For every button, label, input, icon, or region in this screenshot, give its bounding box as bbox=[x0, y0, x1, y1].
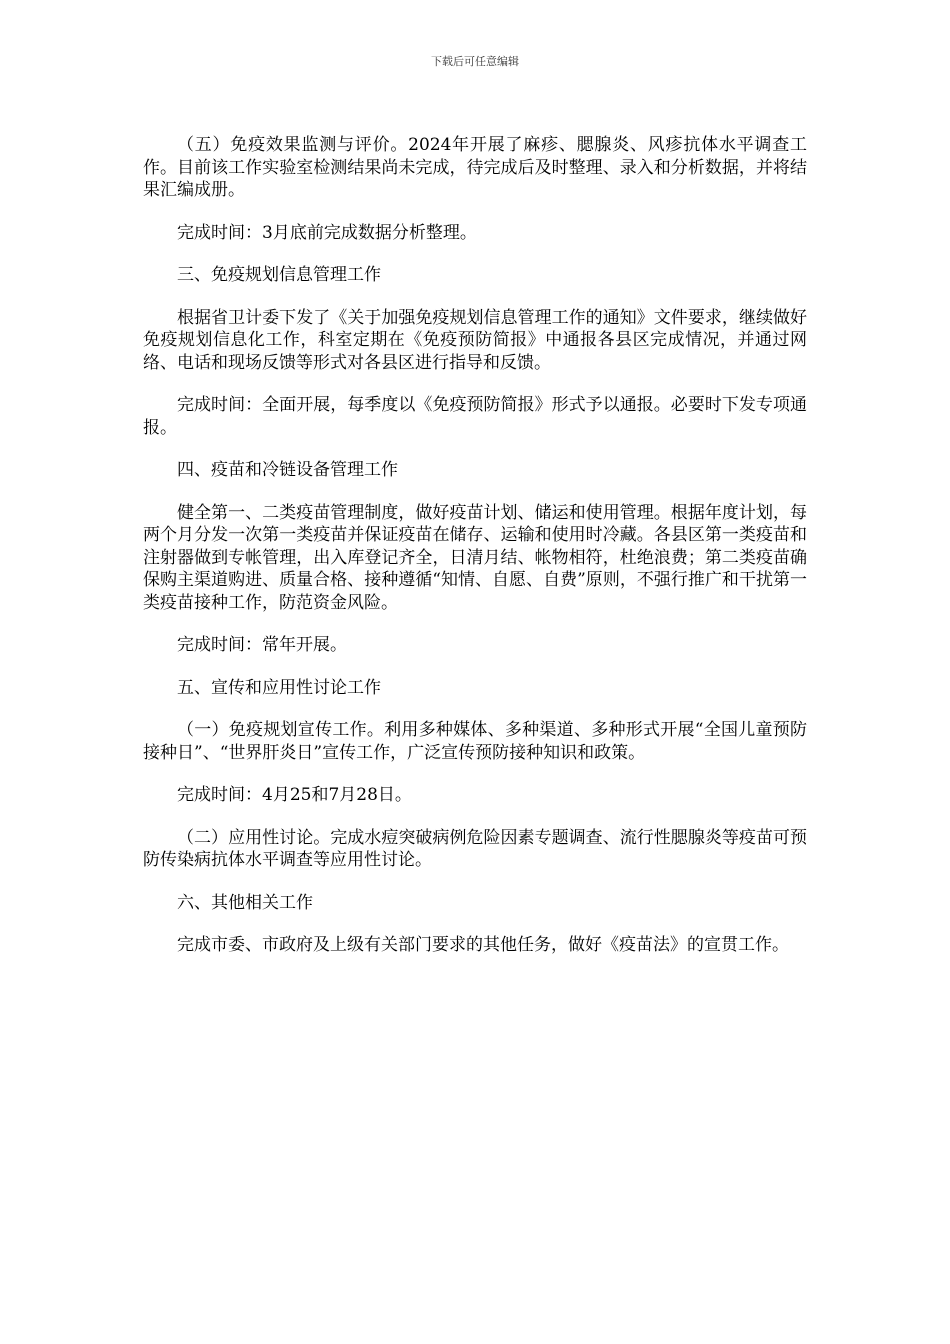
paragraph-other-work: 完成市委、市政府及上级有关部门要求的其他任务，做好《疫苗法》的宣贯工作。 bbox=[177, 935, 789, 955]
paragraph-completion-time: 完成时间：4月25和7月28日。 bbox=[177, 785, 412, 805]
section-heading: 四、疫苗和冷链设备管理工作 bbox=[177, 460, 398, 480]
document-body bbox=[143, 134, 807, 977]
paragraph-immunity-monitoring: （五）免疫效果监测与评价。2024年开展了麻疹、腮腺炎、风疹抗体水平调查工作。目前该工作实验室检测结果尚未完成，待完成后及时整理、录入和分析数据，并将结果汇编成册。 bbox=[143, 135, 807, 200]
paragraph-applied-research: （二）应用性讨论。完成水痘突破病例危险因素专题调查、流行性腮腺炎等疫苗可预防传染病抗体水平调查等应用性讨论。 bbox=[143, 827, 807, 870]
paragraph-completion-time: 完成时间：全面开展，每季度以《免疫预防简报》形式予以通报。必要时下发专项通报。 bbox=[143, 395, 807, 438]
page-header-note: 下载后可任意编辑 bbox=[431, 55, 519, 68]
section-heading: 六、其他相关工作 bbox=[177, 892, 313, 913]
paragraph-completion-time: 完成时间：3月底前完成数据分析整理。 bbox=[177, 222, 477, 243]
paragraph-publicity: （一）免疫规划宣传工作。利用多种媒体、多种渠道、多种形式开展“全国儿童预防接种日”、“世界肝炎日”宣传工作，广泛宣传预防接种知识和政策。 bbox=[143, 720, 807, 763]
paragraph-completion-time: 完成时间：常年开展。 bbox=[177, 635, 347, 655]
paragraph-vaccine-management: 健全第一、二类疫苗管理制度，做好疫苗计划、储运和使用管理。根据年度计划，每两个月分发一次第一类疫苗并保证疫苗在储存、运输和使用时冷藏。各县区第一类疫苗和注射器做到专帐管理，出入库登记齐全，日清月结、帐物相符，杜绝浪费；第二类疫苗确保购主渠道购进、质量合格、接种遵循“知情、自愿、自费”原则，不强行推广和干扰第一类疫苗接种工作，防范资金风险。 bbox=[143, 502, 807, 613]
section-heading: 五、宣传和应用性讨论工作 bbox=[177, 677, 381, 698]
section-heading: 三、免疫规划信息管理工作 bbox=[177, 265, 381, 285]
paragraph-info-management: 根据省卫计委下发了《关于加强免疫规划信息管理工作的通知》文件要求，继续做好免疫规划信息化工作，科室定期在《免疫预防简报》中通报各县区完成情况，并通过网络、电话和现场反馈等形式对各县区进行指导和反馈。 bbox=[143, 307, 807, 373]
